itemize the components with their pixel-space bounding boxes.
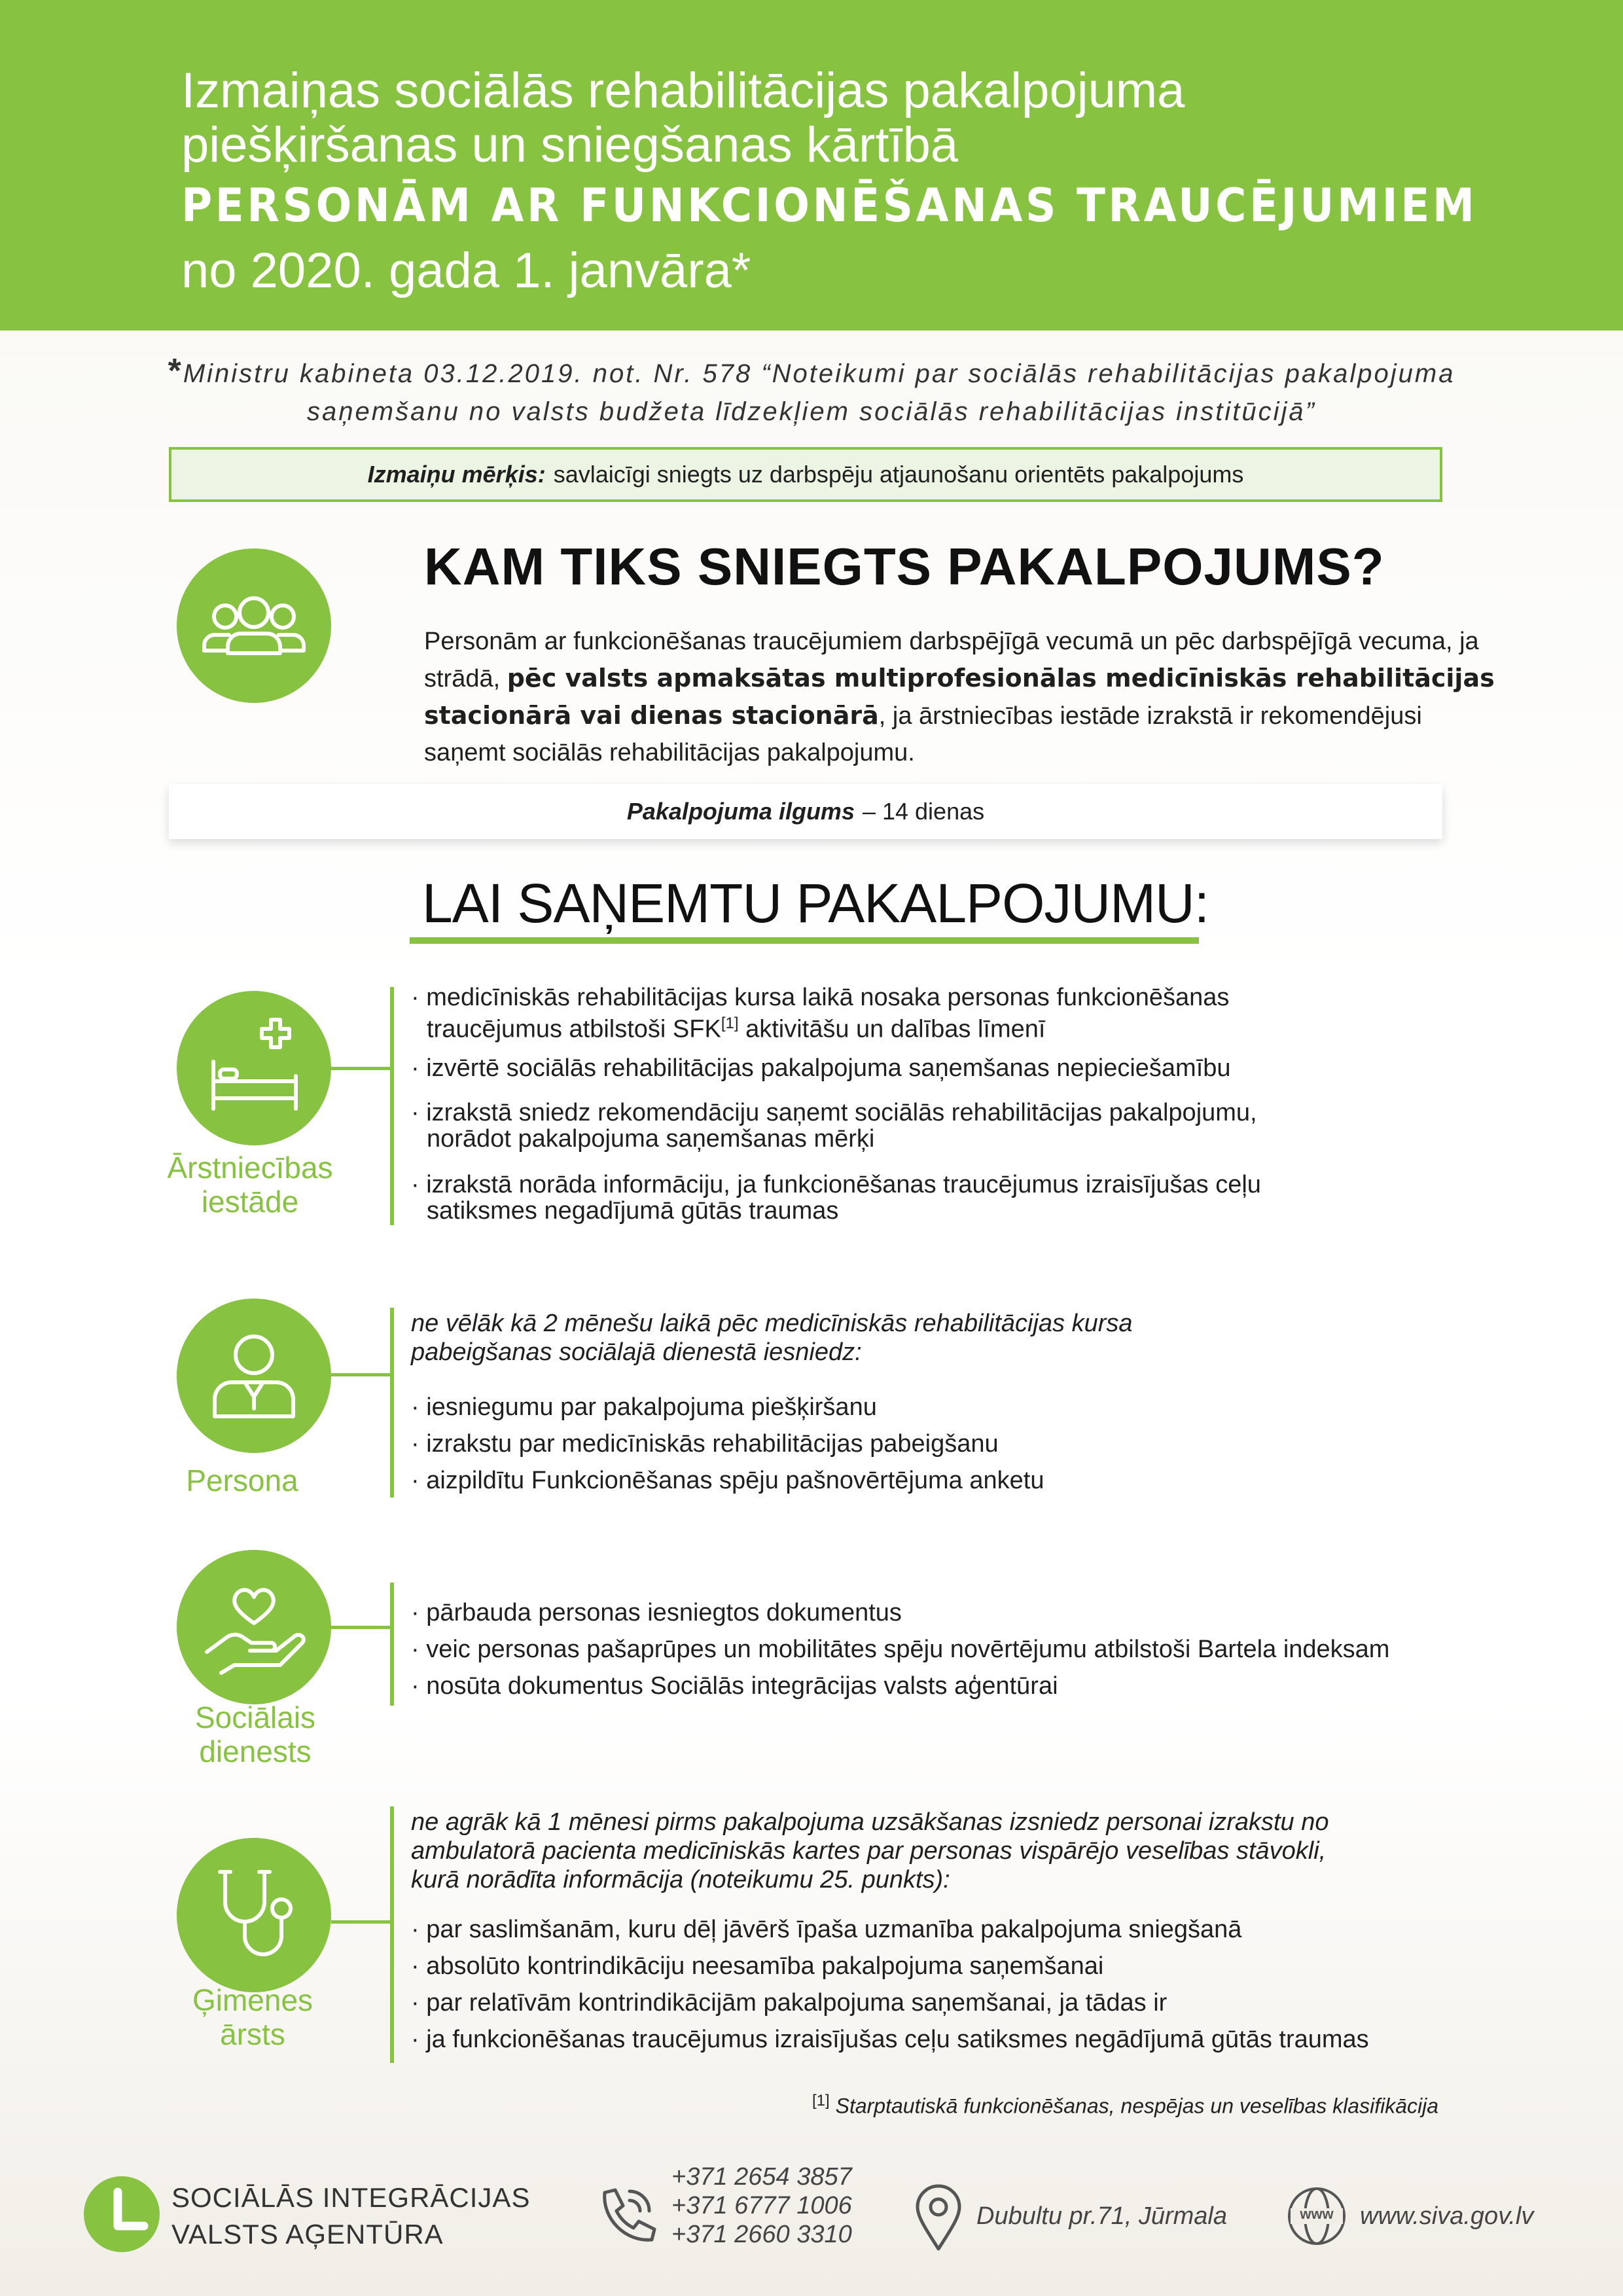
who-text-bold: pēc valsts apmaksātas multiprofesionālas medicīniskās rehabilitācijas stacionārā vai dienas stacionārā [424,664,1495,730]
title-line-4: no 2020. gada 1. janvāra* [181,243,751,298]
org-line-2: VALSTS AĢENTŪRA [171,2219,444,2250]
phone-1[interactable]: +371 2654 3857 [671,2163,852,2191]
connector-doctor [331,1920,390,1924]
person-circle [177,1299,331,1453]
role-person-label: Persona [186,1463,298,1498]
steps-title: LAI SAŅEMTU PAKALPOJUMU: [422,872,1209,934]
group-circle [177,548,331,703]
hospital-item-1: · medicīniskās rehabilitācijas kursa laikā nosaka personas funkcionēšanas [411,984,1230,1011]
doctor-item-1: · par saslimšanām, kuru dēļ jāvērš īpaša uzmanība pakalpojuma sniegšanā [411,1916,1242,1943]
role-hospital-label: Ārstniecības iestāde [167,1151,333,1219]
role-doctor-label: Ģimenes ārsts [192,1983,313,2051]
role-social-label: Sociālais dienests [194,1700,316,1768]
duration-label: Pakalpojuma ilgums [626,798,855,825]
phone-icon [589,2179,661,2251]
footnote [812,2092,1438,2119]
address: Dubultu pr.71, Jūrmala [976,2202,1228,2230]
hospital-item-3-cont: norādot pakalpojuma saņemšanas mērķi [427,1125,875,1153]
role-doctor [135,1983,370,2051]
doctor-intro-3: kurā norādīta informācija (noteikumu 25. punkts): [411,1866,950,1893]
connector-hospital [331,1067,390,1070]
connector-social [331,1626,390,1629]
hospital-item-4-cont: satiksmes negadījumā gūtās traumas [427,1197,839,1225]
connector-person [331,1373,390,1376]
siva-logo-icon [84,2176,160,2252]
social-circle [177,1550,331,1704]
doctor-item-4: · ja funkcionēšanas traucējumus izraisījušas ceļu satiksmes negādījumā gūtās traumas [411,2026,1369,2053]
hospital-circle [177,991,331,1145]
person-item-3: · aizpildītu Funkcionēšanas spēju pašnovērtējuma anketu [411,1467,1044,1494]
footer-org-name [171,2179,530,2253]
who-text-part1: Personām ar funkcionēšanas traucējumiem darbspējīgā vecumā un pēc darbspējīgā vecuma, ja strādā, [424,628,1479,692]
goal-box [169,447,1442,502]
hospital-item-2: · izvērtē sociālās rehabilitācijas pakalpojuma saņemšanas nepieciešamību [411,1054,1231,1082]
legal-star: * [168,352,183,390]
phone-2[interactable]: +371 6777 1006 [671,2192,852,2219]
sfk-footnote-mark: [1] [721,1014,739,1032]
header-banner [0,0,1623,331]
doctor-circle [177,1838,331,1992]
globe-icon [1287,2186,1347,2246]
group-people-icon [177,548,331,703]
person-item-1: · iesniegumu par pakalpojuma piešķiršanu [411,1393,877,1421]
hospital-item-1-cont [427,1009,1507,1044]
siva-logo [84,2176,160,2252]
phone-numbers [671,2162,852,2249]
org-line-1: SOCIĀLĀS INTEGRĀCIJAS [171,2182,531,2213]
duration-box [169,784,1442,839]
bracket-doctor [390,1806,394,2063]
hospital-item-1-cont-end: aktivitāšu un dalības līmenī [738,1015,1046,1043]
social-item-2: · veic personas pašaprūpes un mobilitātes spēju novērtējumu atbilstoši Bartela indeksam [411,1636,1390,1663]
duration-text: – 14 dienas [862,798,985,825]
doctor-intro-2: ambulatorā pacienta medicīniskās kartes par personas vispārējo veselības stāvokli, [411,1837,1327,1865]
legal-line-1: Ministru kabineta 03.12.2019. not. Nr. 578 “Noteikumi par sociālās rehabilitācijas pakalpojuma [183,359,1455,388]
who-title: KAM TIKS SNIEGTS PAKALPOJUMS? [424,537,1385,596]
hospital-item-1-cont-text: traucējumus atbilstoši SFK [427,1015,721,1043]
doctor-item-3: · par relatīvām kontrindikācijām pakalpojuma saņemšanai, ja tādas ir [411,1989,1168,2017]
location-pin-icon [914,2183,963,2253]
social-item-1: · pārbauda personas iesniegtos dokumentus [411,1599,902,1626]
title-line-1: Izmaiņas sociālās rehabilitācijas pakalpojuma [181,63,1185,118]
hospital-bed-icon [177,991,331,1145]
doctor-intro-1: ne agrāk kā 1 mēnesi pirms pakalpojuma uzsākšanas izsniedz personai izrakstu no [411,1808,1329,1836]
role-person [124,1463,360,1498]
person-intro-2: pabeigšanas sociālajā dienestā iesniedz: [411,1338,862,1366]
globe-www-label: www [1300,2206,1334,2222]
stethoscope-icon [177,1838,331,1992]
hospital-item-4: · izrakstā norāda informāciju, ja funkcionēšanas traucējumus izraisījušas ceļu [411,1171,1261,1198]
footnote-text: Starptautiskā funkcionēšanas, nespējas un veselības klasifikācija [829,2094,1438,2118]
social-item-3: · nosūta dokumentus Sociālās integrācijas valsts aģentūrai [411,1672,1058,1700]
goal-label: Izmaiņu mērķis: [367,461,546,488]
person-icon [177,1299,331,1453]
who-text-part2: , ja ārstniecības iestāde izrakstā ir rekomendējusi saņemt sociālās rehabilitācijas pakalpojumu. [424,702,1422,766]
role-social [137,1700,373,1768]
role-hospital [132,1151,368,1219]
legal-note [98,352,1525,431]
hospital-item-3: · izrakstā sniedz rekomendāciju saņemt sociālās rehabilitācijas pakalpojumu, [411,1099,1257,1126]
legal-line-2: saņemšanu no valsts budžeta līdzekļiem sociālās rehabilitācijas institūcijā” [307,397,1316,426]
person-item-2: · izrakstu par medicīniskās rehabilitācijas pabeigšanu [411,1430,999,1458]
person-intro-1: ne vēlāk kā 2 mēnešu laikā pēc medicīniskās rehabilitācijas kursa [411,1310,1133,1337]
title-line-2: piešķiršanas un sniegšanas kārtībā [181,117,959,173]
bracket-person [390,1308,394,1498]
footnote-mark: [1] [812,2092,830,2109]
title-line-3: PERSONĀM AR FUNKCIONĒŠANAS TRAUCĒJUMIEM [181,179,1478,232]
website-link[interactable]: www.siva.gov.lv [1360,2202,1534,2230]
steps-title-underline [410,937,1199,944]
who-text [424,623,1497,771]
phone-3[interactable]: +371 2660 3310 [671,2221,852,2248]
heart-hand-icon [177,1550,331,1704]
bracket-hospital [390,987,394,1225]
goal-text: savlaicīgi sniegts uz darbspēju atjaunošanu orientēts pakalpojums [553,461,1244,488]
bracket-social [390,1583,394,1706]
doctor-item-2: · absolūto kontrindikāciju neesamība pakalpojuma saņemšanai [411,1952,1104,1980]
